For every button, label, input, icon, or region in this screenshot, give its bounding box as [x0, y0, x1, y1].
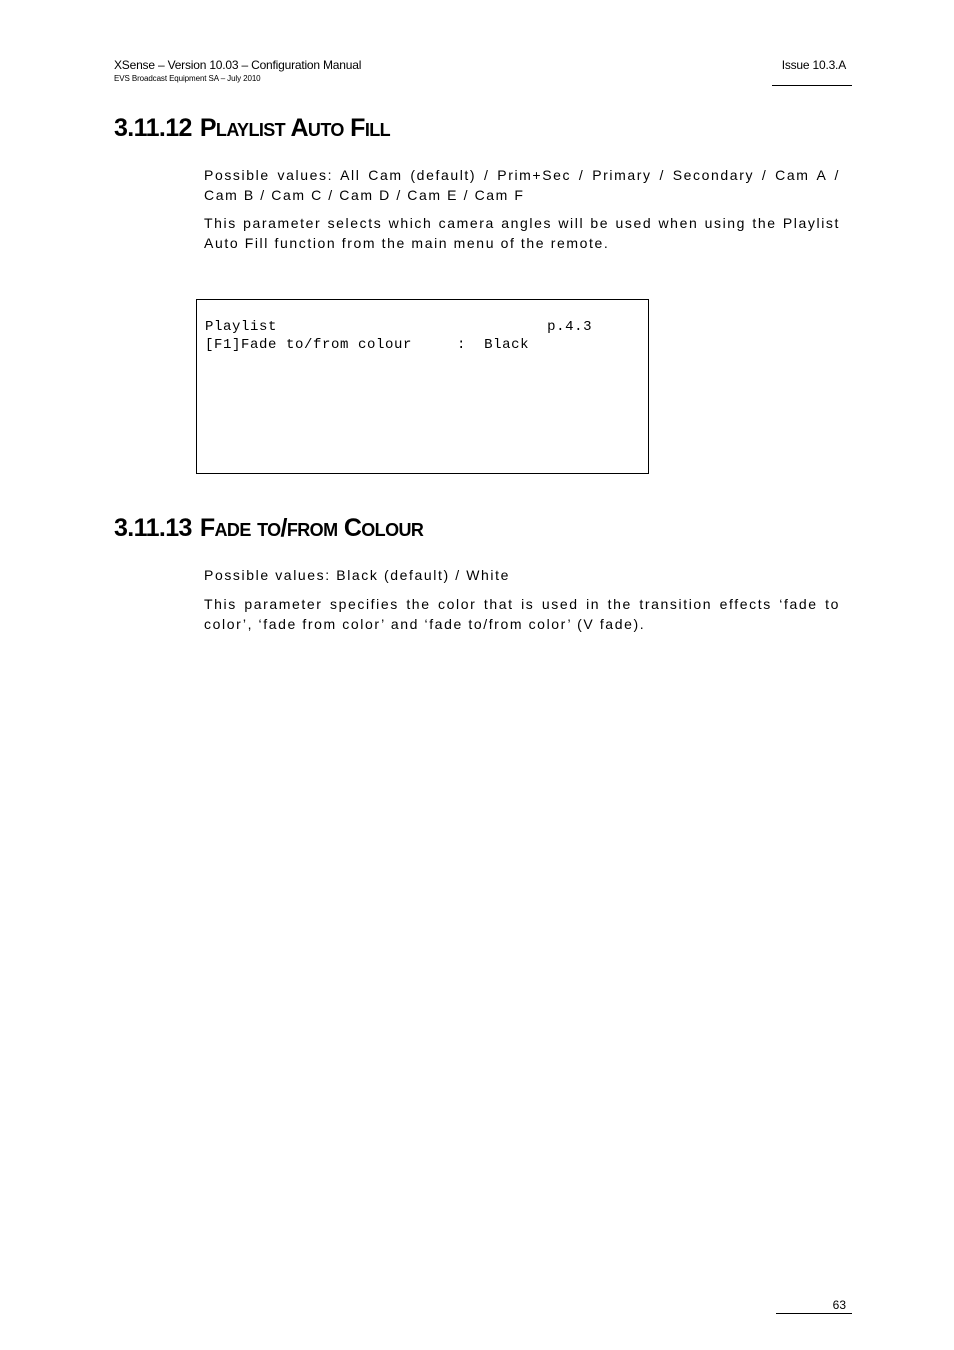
section-title: Playlist Auto Fill — [199, 114, 391, 142]
screen-param-key: [F1]Fade to/from colour — [205, 337, 413, 353]
page-number: 63 — [832, 1298, 846, 1312]
screen-separator: : — [457, 337, 467, 353]
header-subtitle: EVS Broadcast Equipment SA – July 2010 — [114, 74, 261, 83]
remote-screen-text — [205, 318, 592, 354]
section-number: 3.11.13 — [114, 514, 192, 542]
header-issue: Issue 10.3.A — [781, 58, 846, 72]
section-heading-fade-colour — [114, 514, 423, 543]
section-number: 3.11.12 — [114, 114, 192, 142]
footer-rule — [776, 1313, 852, 1314]
header-title: XSense – Version 10.03 – Configuration Manual — [114, 58, 362, 72]
screen-page-number: p.4.3 — [547, 319, 593, 335]
possible-values-paragraph: Possible values: All Cam (default) / Prim+Sec / Primary / Secondary / Cam A / Cam B / Cam C / Cam D / Cam E / Cam F — [204, 167, 840, 203]
remote-screen-box — [196, 299, 649, 474]
possible-values-paragraph: Possible values: Black (default) / White — [204, 567, 510, 583]
section-heading-playlist-auto-fill — [114, 114, 390, 143]
header-rule — [772, 85, 852, 86]
description-paragraph: This parameter selects which camera angles will be used when using the Playlist Auto Fill function from the main menu of the remote. — [204, 215, 840, 251]
screen-param-value: Black — [484, 337, 530, 353]
description-paragraph: This parameter specifies the color that is used in the transition effects ‘fade to color’, ‘fade from color’ and ‘fade to/from color’ (V fade). — [204, 596, 840, 632]
section-title: Fade to/from Colour — [199, 514, 424, 542]
screen-menu-label: Playlist — [205, 319, 278, 335]
